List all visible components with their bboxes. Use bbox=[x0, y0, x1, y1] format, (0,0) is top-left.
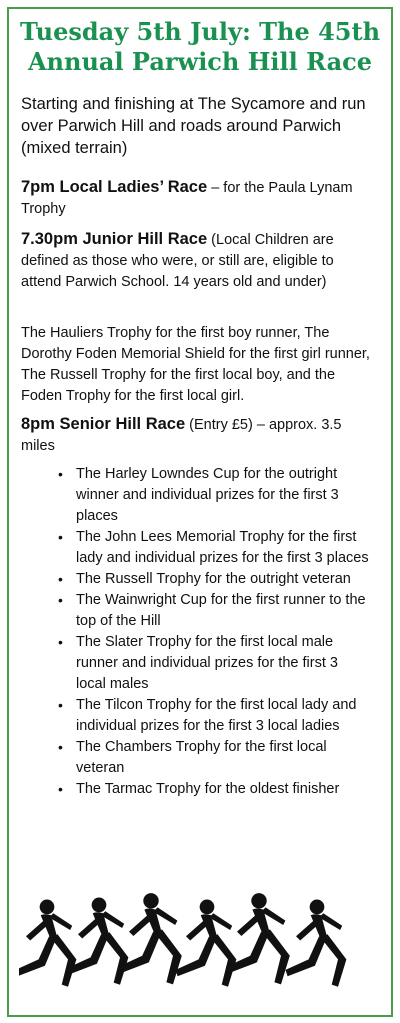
bullet-icon: • bbox=[58, 466, 63, 482]
prize-text: The Russell Trophy for the outright veteran bbox=[76, 571, 351, 587]
list-item bbox=[21, 779, 371, 800]
race-ladies-detail: – for the Paula Lynam Trophy bbox=[21, 180, 353, 217]
title-line-1: Tuesday 5th July: The 45th bbox=[19, 17, 381, 46]
prize-text: The John Lees Memorial Trophy for the first lady and individual prizes for the first 3 places bbox=[76, 529, 369, 566]
runner-silhouette-3 bbox=[118, 893, 182, 984]
bullet-icon: • bbox=[58, 634, 63, 650]
list-item bbox=[21, 464, 371, 527]
bullet-icon: • bbox=[58, 571, 63, 587]
prize-text: The Wainwright Cup for the first runner to the top of the Hill bbox=[76, 592, 366, 629]
prize-text: The Tilcon Trophy for the first local lady and individual prizes for the first 3 local ladies bbox=[76, 697, 357, 734]
list-item bbox=[21, 590, 371, 632]
list-item bbox=[21, 632, 371, 695]
runners-silhouette-icon bbox=[19, 889, 381, 999]
flyer-title bbox=[9, 17, 391, 77]
bullet-icon: • bbox=[58, 781, 63, 797]
list-item bbox=[21, 695, 371, 737]
race-senior-detail: (Entry £5) – approx. 3.5 miles bbox=[21, 417, 342, 454]
prize-text: The Slater Trophy for the first local male runner and individual prizes for the first 3 local males bbox=[76, 634, 338, 692]
bullet-icon: • bbox=[58, 739, 63, 755]
prize-text: The Harley Lowndes Cup for the outright winner and individual prizes for the first 3 places bbox=[76, 466, 339, 524]
prize-text: The Chambers Trophy for the first local veteran bbox=[76, 739, 327, 776]
title-line-2: Annual Parwich Hill Race bbox=[27, 47, 373, 76]
runner-silhouette-1 bbox=[19, 900, 76, 987]
junior-trophies-text: The Hauliers Trophy for the first boy runner, The Dorothy Foden Memorial Shield for the first girl runner, The Russell Trophy for the first local boy, and the Foden Trophy for the first local girl. bbox=[21, 325, 370, 404]
runner-silhouette-4 bbox=[176, 900, 237, 987]
intro-text: Starting and finishing at The Sycamore and run over Parwich Hill and roads around Parwich (mixed terrain) bbox=[21, 95, 366, 157]
list-item bbox=[21, 527, 371, 569]
senior-prize-list bbox=[21, 464, 371, 800]
bullet-icon: • bbox=[58, 592, 63, 608]
race-ladies-heading: 7pm Local Ladies’ Race bbox=[21, 178, 208, 196]
race-junior-heading: 7.30pm Junior Hill Race bbox=[21, 230, 208, 248]
bullet-icon: • bbox=[58, 529, 63, 545]
flyer-frame bbox=[7, 7, 393, 1017]
race-junior bbox=[21, 229, 371, 293]
list-item bbox=[21, 737, 371, 779]
runner-silhouette-6 bbox=[286, 900, 347, 987]
race-junior-detail: (Local Children are defined as those who were, or still are, eligible to attend Parwich School. 14 years old and under) bbox=[21, 232, 334, 290]
race-senior bbox=[21, 414, 371, 457]
runner-silhouette-5 bbox=[226, 893, 290, 984]
race-senior-heading: 8pm Senior Hill Race bbox=[21, 415, 186, 433]
bullet-icon: • bbox=[58, 697, 63, 713]
prize-text: The Tarmac Trophy for the oldest finisher bbox=[76, 781, 340, 797]
runner-silhouette-2 bbox=[68, 898, 129, 985]
list-item bbox=[21, 569, 371, 590]
race-ladies bbox=[21, 177, 371, 220]
